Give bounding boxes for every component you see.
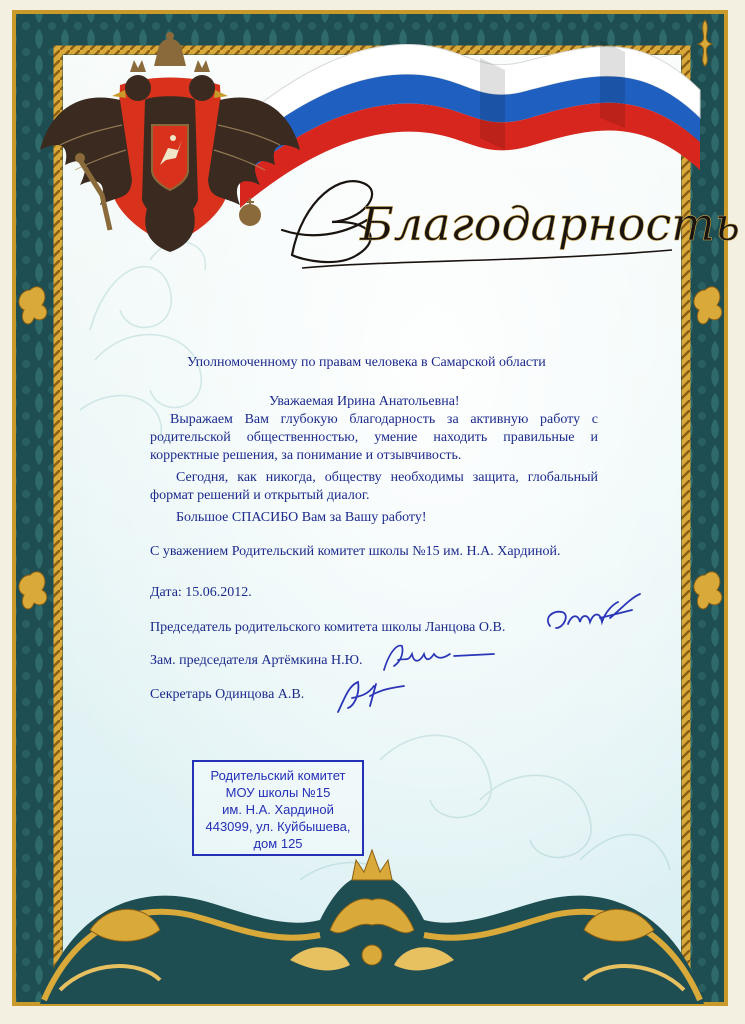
title-calligraphy (272, 160, 740, 280)
paragraph-3: Большое СПАСИБО Вам за Вашу работу! (176, 510, 427, 525)
organization-stamp (192, 760, 364, 856)
greeting: Уважаемая Ирина Анатольевна! (269, 394, 460, 409)
chairman-signature (540, 588, 646, 636)
stamp-line-1: Родительский комитет (210, 768, 346, 783)
vice-chairman-signature (378, 640, 498, 676)
addressee: Уполномоченному по правам человека в Самарской области (187, 355, 546, 370)
regards-line: С уважением Родительский комитет школы №15 им. Н.А. Хардиной. (150, 544, 561, 559)
stamp-line-2: МОУ школы №15 (225, 785, 331, 800)
vice-chairman-line: Зам. председателя Артёмкина Н.Ю. (150, 653, 363, 668)
chairman-line: Председатель родительского комитета школы Ланцова О.В. (150, 620, 506, 635)
paragraph-2-line-2: формат решений и открытый диалог. (150, 488, 370, 503)
secretary-line: Секретарь Одинцова А.В. (150, 687, 305, 702)
page-title: Благодарность (360, 197, 740, 251)
stamp-line-3: им. Н.А. Хардиной (222, 802, 334, 817)
paragraph-1-line-3: корректные решения, за понимание и отзывчивость. (150, 448, 462, 463)
paragraph-1-line-1: Выражаем Вам глубокую благодарность за активную работу с (170, 412, 598, 427)
secretary-signature (330, 676, 410, 716)
paragraph-1-line-2: родительской общественностью, умение находить правильные и (150, 430, 598, 445)
paragraph-2-line-1: Сегодня, как никогда, обществу необходимы защита, глобальный (176, 470, 598, 485)
stamp-line-5: дом 125 (253, 836, 303, 851)
date-line: Дата: 15.06.2012. (150, 585, 252, 600)
stamp-line-4: 443099, ул. Куйбышева, (205, 819, 351, 834)
